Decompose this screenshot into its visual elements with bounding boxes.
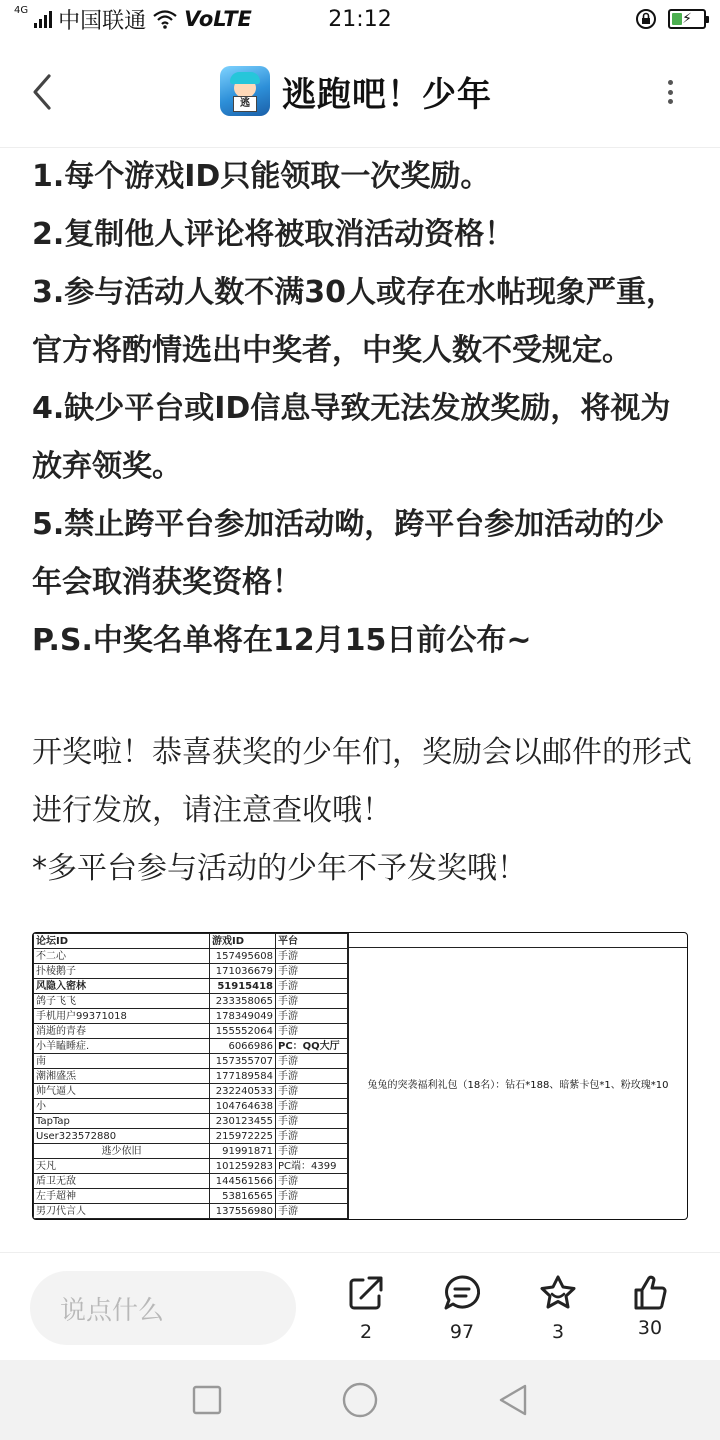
forum-id-cell: 帅气逼人 xyxy=(34,1084,210,1099)
bottom-action-bar xyxy=(0,1252,720,1360)
forum-id-cell: 不二心 xyxy=(34,949,210,964)
forum-id-cell: User323572880 xyxy=(34,1129,210,1144)
table-row xyxy=(34,1114,348,1129)
platform-cell: 手游 xyxy=(276,1024,348,1039)
forum-id-cell: 潮湘盛炁 xyxy=(34,1069,210,1084)
rule-line: 2.复制他人评论将被取消活动资格！ xyxy=(32,217,515,252)
platform-cell: 手游 xyxy=(276,1204,348,1219)
game-id-cell: 233358065 xyxy=(210,994,276,1009)
forum-id-cell: 盾卫无敌 xyxy=(34,1174,210,1189)
platform-cell: 手游 xyxy=(276,1189,348,1204)
circle-icon xyxy=(341,1381,379,1419)
table-row xyxy=(34,964,348,979)
game-id-cell: 171036679 xyxy=(210,964,276,979)
game-id-cell: 157495608 xyxy=(210,949,276,964)
system-nav-bar xyxy=(0,1360,720,1440)
game-id-cell: 137556980 xyxy=(210,1204,276,1219)
announcement-section xyxy=(32,724,692,898)
forum-id-cell: 天凡 xyxy=(34,1159,210,1174)
share-count: 2 xyxy=(359,1321,373,1343)
platform-cell: PC端：4399 xyxy=(276,1159,348,1174)
forum-id-cell: 男刀代言人 xyxy=(34,1204,210,1219)
rules-section xyxy=(32,148,692,670)
platform-cell: 手游 xyxy=(276,1069,348,1084)
recent-apps-button[interactable] xyxy=(185,1378,229,1422)
platform-cell: 手游 xyxy=(276,1114,348,1129)
rule-line: 4.缺少平台或ID信息导致无法发放奖励，将视为放弃领奖。 xyxy=(32,391,671,484)
platform-cell: 手游 xyxy=(276,979,348,994)
rotation-lock-icon xyxy=(634,7,658,31)
table-row xyxy=(34,1084,348,1099)
game-id-cell: 155552064 xyxy=(210,1024,276,1039)
table-header-row xyxy=(34,934,348,949)
battery-icon: ⚡ xyxy=(668,9,706,29)
forum-id-cell: 逃少依旧 xyxy=(34,1144,210,1159)
game-id-cell: 104764638 xyxy=(210,1099,276,1114)
game-id-cell: 232240533 xyxy=(210,1084,276,1099)
platform-cell: 手游 xyxy=(276,949,348,964)
table-row xyxy=(34,1024,348,1039)
forum-id-cell: 风隐入密林 xyxy=(34,979,210,994)
forum-id-cell: 小 xyxy=(34,1099,210,1114)
favorite-count: 3 xyxy=(551,1321,565,1343)
like-count: 30 xyxy=(637,1317,663,1339)
platform-cell: 手游 xyxy=(276,1054,348,1069)
carrier-name: 中国联通 xyxy=(58,8,147,34)
game-id-cell: 230123455 xyxy=(210,1114,276,1129)
app-header xyxy=(0,38,720,148)
table-row xyxy=(34,949,348,964)
table-row xyxy=(34,1039,348,1054)
rule-line: 3.参与活动人数不满30人或存在水帖现象严重，官方将酌情选出中奖者，中奖人数不受规定。 xyxy=(32,275,677,368)
platform-cell: 手游 xyxy=(276,1129,348,1144)
back-nav-button[interactable] xyxy=(491,1378,535,1422)
share-button[interactable] xyxy=(336,1273,396,1343)
game-id-cell: 215972225 xyxy=(210,1129,276,1144)
forum-id-cell: 扑棱鹅子 xyxy=(34,964,210,979)
share-icon xyxy=(346,1273,386,1313)
forum-id-cell: 小羊瞌睡症. xyxy=(34,1039,210,1054)
rule-line: P.S.中奖名单将在12月15日前公布~ xyxy=(32,623,532,658)
favorite-button[interactable] xyxy=(528,1273,588,1343)
wifi-icon xyxy=(152,9,178,29)
network-type: 4G xyxy=(14,5,29,16)
table-row xyxy=(34,1054,348,1069)
reward-description: 兔兔的突袭福利礼包（18名）：钻石*188、暗紫卡包*1、粉玫瑰*10 xyxy=(367,1080,669,1091)
like-button[interactable] xyxy=(620,1273,680,1339)
page-title: 逃跑吧！少年 xyxy=(282,74,492,115)
game-id-cell: 91991871 xyxy=(210,1144,276,1159)
platform-cell: 手游 xyxy=(276,994,348,1009)
announcement-line: *多平台参与活动的少年不予发奖哦！ xyxy=(32,851,527,886)
status-bar xyxy=(0,0,720,38)
volte-label: VoLTE xyxy=(184,7,252,31)
table-row xyxy=(34,1129,348,1144)
rule-line: 1.每个游戏ID只能领取一次奖励。 xyxy=(32,159,491,194)
signal-icon xyxy=(34,10,52,28)
table-row xyxy=(34,1159,348,1174)
header-game-id: 游戏ID xyxy=(210,934,276,949)
platform-cell: 手游 xyxy=(276,1084,348,1099)
game-id-cell: 6066986 xyxy=(210,1039,276,1054)
status-time: 21:12 xyxy=(328,6,392,32)
header-platform: 平台 xyxy=(276,934,348,949)
game-id-cell: 53816565 xyxy=(210,1189,276,1204)
comment-button[interactable] xyxy=(432,1273,492,1343)
forum-id-cell: 左手超神 xyxy=(34,1189,210,1204)
table-row xyxy=(34,1144,348,1159)
table-row xyxy=(34,1189,348,1204)
platform-cell: PC：QQ大厅 xyxy=(276,1039,348,1054)
table-row xyxy=(34,1099,348,1114)
table-row xyxy=(34,979,348,994)
game-id-cell: 177189584 xyxy=(210,1069,276,1084)
game-id-cell: 178349049 xyxy=(210,1009,276,1024)
platform-cell: 手游 xyxy=(276,1099,348,1114)
star-icon xyxy=(538,1273,578,1313)
game-icon-sign-text: 逃 xyxy=(233,96,257,112)
table-row xyxy=(34,1204,348,1219)
platform-cell: 手游 xyxy=(276,1144,348,1159)
reward-column xyxy=(348,933,687,1219)
platform-cell: 手游 xyxy=(276,1174,348,1189)
rule-line: 5.禁止跨平台参加活动呦，跨平台参加活动的少年会取消获奖资格！ xyxy=(32,507,665,600)
more-dots-icon xyxy=(668,80,673,85)
forum-id-cell: 手机用户99371018 xyxy=(34,1009,210,1024)
comment-input[interactable]: 说点什么 xyxy=(30,1271,296,1345)
game-id-cell: 101259283 xyxy=(210,1159,276,1174)
forum-id-cell: 鸽子飞飞 xyxy=(34,994,210,1009)
game-id-cell: 51915418 xyxy=(210,979,276,994)
table-row xyxy=(34,994,348,1009)
comment-count: 97 xyxy=(449,1321,475,1343)
table-row xyxy=(34,1009,348,1024)
square-icon xyxy=(192,1385,222,1415)
forum-id-cell: TapTap xyxy=(34,1114,210,1129)
comment-icon xyxy=(442,1273,482,1313)
table-row xyxy=(34,1069,348,1084)
platform-cell: 手游 xyxy=(276,964,348,979)
game-id-cell: 144561566 xyxy=(210,1174,276,1189)
post-content xyxy=(32,148,692,898)
game-app-icon xyxy=(220,66,270,116)
back-button[interactable] xyxy=(20,70,64,114)
winners-table-image[interactable] xyxy=(32,932,688,1220)
forum-id-cell: 南 xyxy=(34,1054,210,1069)
table-row xyxy=(34,1174,348,1189)
thumbs-up-icon xyxy=(630,1273,670,1313)
header-title-group[interactable] xyxy=(220,66,492,116)
header-forum-id: 论坛ID xyxy=(34,934,210,949)
forum-id-cell: 消逝的青春 xyxy=(34,1024,210,1039)
more-options-button[interactable] xyxy=(660,74,680,110)
chevron-left-icon xyxy=(29,72,55,112)
platform-cell: 手游 xyxy=(276,1009,348,1024)
home-button[interactable] xyxy=(338,1378,382,1422)
winners-table xyxy=(33,933,348,1219)
announcement-line: 开奖啦！恭喜获奖的少年们，奖励会以邮件的形式进行发放，请注意查收哦！ xyxy=(32,735,692,828)
game-id-cell: 157355707 xyxy=(210,1054,276,1069)
triangle-back-icon xyxy=(497,1383,529,1417)
